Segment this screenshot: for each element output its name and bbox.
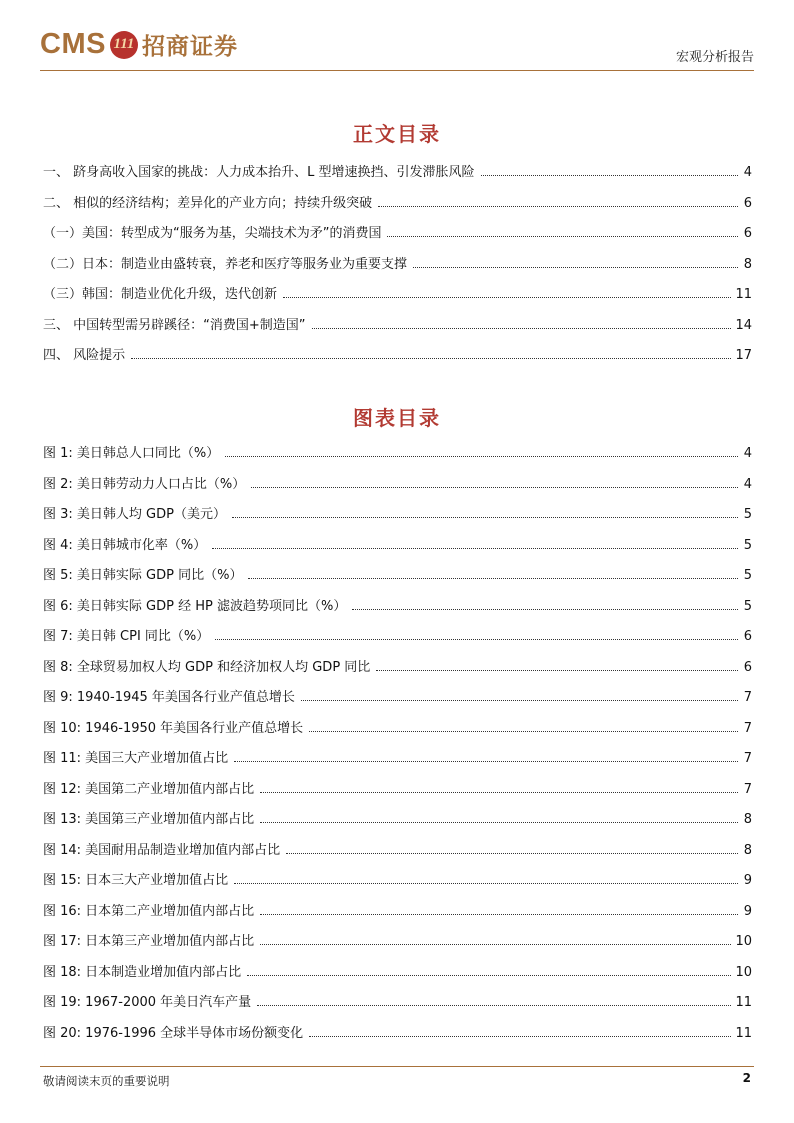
toc-entry-label: 四、 风险提示 xyxy=(43,348,126,363)
toc-entry-page: 6 xyxy=(743,195,752,211)
toc-entry-label: （三）韩国：制造业优化升级，迭代创新 xyxy=(43,287,278,302)
toc-entry-label: 一、 跻身高收入国家的挑战：人力成本抬升、L 型增速换挡、引发滞胀风险 xyxy=(43,165,475,180)
dot-leader xyxy=(260,822,738,823)
toc-entry[interactable] xyxy=(43,624,752,644)
toc-entry-label: 二、 相似的经济结构；差异化的产业方向；持续升级突破 xyxy=(43,195,373,211)
toc-entry-page: 7 xyxy=(743,720,752,736)
toc-entry[interactable] xyxy=(43,533,752,553)
toc-entry-page: 11 xyxy=(735,1025,752,1041)
toc-entry[interactable] xyxy=(43,472,752,492)
toc-entry[interactable] xyxy=(43,838,752,858)
toc-entry-page: 8 xyxy=(743,812,752,827)
toc-entry-page: 5 xyxy=(743,507,752,522)
toc-entry-label: 三、 中国转型需另辟蹊径：“消费国+制造国” xyxy=(43,317,306,333)
dot-leader xyxy=(260,944,731,945)
dot-leader xyxy=(260,914,738,915)
toc-entry-page: 4 xyxy=(743,446,752,461)
toc-entry[interactable] xyxy=(43,1021,752,1041)
dot-leader xyxy=(301,700,738,701)
toc-entry[interactable] xyxy=(43,160,752,180)
toc-entry[interactable] xyxy=(43,221,752,241)
dot-leader xyxy=(352,609,738,610)
dot-leader xyxy=(312,328,732,329)
toc-entry-label: 图 13: 美国第三产业增加值内部占比 xyxy=(43,812,255,827)
toc-entry[interactable] xyxy=(43,563,752,583)
footer-divider xyxy=(40,1066,754,1067)
toc-entry-label: 图 18: 日本制造业增加值内部占比 xyxy=(43,964,242,980)
toc-entry-label: 图 15: 日本三大产业增加值占比 xyxy=(43,873,229,888)
toc-entry-page: 5 xyxy=(743,598,752,614)
page-number: 2 xyxy=(742,1071,751,1085)
dot-leader xyxy=(131,358,731,359)
dot-leader xyxy=(309,731,738,732)
toc-entry[interactable] xyxy=(43,655,752,675)
main-toc-title: 正文目录 xyxy=(353,122,441,146)
toc-entry-page: 8 xyxy=(743,256,752,272)
footer-disclaimer-note: 敬请阅读末页的重要说明 xyxy=(43,1074,170,1088)
toc-entry-label: 图 16: 日本第二产业增加值内部占比 xyxy=(43,903,255,919)
logo-emblem-icon: 111 xyxy=(110,31,138,59)
toc-entry[interactable] xyxy=(43,313,752,333)
toc-entry-page: 7 xyxy=(743,781,752,797)
toc-entry[interactable] xyxy=(43,282,752,302)
toc-entry-label: 图 4: 美日韩城市化率（%） xyxy=(43,537,207,553)
dot-leader xyxy=(234,761,738,762)
toc-entry-label: 图 2: 美日韩劳动力人口占比（%） xyxy=(43,476,246,492)
toc-entry-page: 11 xyxy=(735,995,752,1010)
toc-entry-label: 图 9: 1940-1945 年美国各行业产值总增长 xyxy=(43,690,295,705)
toc-entry-page: 11 xyxy=(735,287,752,302)
toc-entry-page: 10 xyxy=(735,934,752,949)
toc-entry-label: 图 1: 美日韩总人口同比（%） xyxy=(43,446,220,461)
toc-entry-label: 图 19: 1967-2000 年美日汽车产量 xyxy=(43,995,252,1010)
toc-entry-label: （二）日本：制造业由盛转衰，养老和医疗等服务业为重要支撑 xyxy=(43,256,408,272)
dot-leader xyxy=(260,792,738,793)
toc-entry-page: 5 xyxy=(743,537,752,553)
toc-entry-page: 8 xyxy=(743,842,752,858)
toc-entry[interactable] xyxy=(43,594,752,614)
toc-entry-label: 图 14: 美国耐用品制造业增加值内部占比 xyxy=(43,842,281,858)
page-header xyxy=(40,22,754,70)
toc-entry-page: 7 xyxy=(743,690,752,705)
toc-entry-page: 6 xyxy=(743,659,752,675)
dot-leader xyxy=(481,175,738,176)
dot-leader xyxy=(387,236,738,237)
dot-leader xyxy=(378,206,738,207)
toc-entry-label: 图 11: 美国三大产业增加值占比 xyxy=(43,751,229,766)
toc-entry-label: 图 3: 美日韩人均 GDP（美元） xyxy=(43,507,226,522)
toc-entry[interactable] xyxy=(43,441,752,461)
dot-leader xyxy=(247,975,731,976)
report-type-label: 宏观分析报告 xyxy=(675,50,754,65)
toc-entry[interactable] xyxy=(43,990,752,1010)
toc-entry[interactable] xyxy=(43,746,752,766)
toc-entry-label: 图 8: 全球贸易加权人均 GDP 和经济加权人均 GDP 同比 xyxy=(43,659,371,675)
dot-leader xyxy=(212,548,738,549)
header-divider xyxy=(40,70,754,71)
toc-entry-label: 图 6: 美日韩实际 GDP 经 HP 滤波趋势项同比（%） xyxy=(43,598,347,614)
dot-leader xyxy=(248,578,738,579)
toc-entry-page: 7 xyxy=(743,751,752,766)
cms-logo xyxy=(40,28,238,61)
toc-entry-label: 图 5: 美日韩实际 GDP 同比（%） xyxy=(43,568,243,583)
logo-latin-text: CMS xyxy=(40,28,106,60)
toc-entry-label: 图 17: 日本第三产业增加值内部占比 xyxy=(43,934,255,949)
toc-entry-page: 17 xyxy=(735,348,752,363)
dot-leader xyxy=(257,1005,731,1006)
toc-entry[interactable] xyxy=(43,502,752,522)
logo-chinese-text: 招商证券 xyxy=(141,33,238,60)
toc-entry[interactable] xyxy=(43,868,752,888)
dot-leader xyxy=(225,456,738,457)
dot-leader xyxy=(283,297,731,298)
toc-entry-page: 5 xyxy=(743,568,752,583)
toc-entry[interactable] xyxy=(43,252,752,272)
figure-toc-title: 图表目录 xyxy=(353,406,441,430)
dot-leader xyxy=(413,267,738,268)
toc-entry[interactable] xyxy=(43,191,752,211)
toc-entry-page: 9 xyxy=(743,873,752,888)
toc-entry-label: 图 20: 1976-1996 全球半导体市场份额变化 xyxy=(43,1025,304,1041)
toc-entry[interactable] xyxy=(43,807,752,827)
toc-entry[interactable] xyxy=(43,343,752,363)
toc-entry-page: 10 xyxy=(735,964,752,980)
toc-entry-page: 6 xyxy=(743,629,752,644)
toc-entry-page: 6 xyxy=(743,226,752,241)
toc-entry-page: 14 xyxy=(735,317,752,333)
dot-leader xyxy=(251,487,738,488)
toc-entry-label: 图 12: 美国第二产业增加值内部占比 xyxy=(43,781,255,797)
toc-entry[interactable] xyxy=(43,960,752,980)
dot-leader xyxy=(309,1036,731,1037)
toc-entry-label: 图 10: 1946-1950 年美国各行业产值总增长 xyxy=(43,720,304,736)
toc-entry-label: 图 7: 美日韩 CPI 同比（%） xyxy=(43,629,210,644)
dot-leader xyxy=(215,639,738,640)
toc-entry[interactable] xyxy=(43,685,752,705)
toc-entry[interactable] xyxy=(43,777,752,797)
toc-entry[interactable] xyxy=(43,929,752,949)
toc-entry[interactable] xyxy=(43,899,752,919)
dot-leader xyxy=(376,670,738,671)
dot-leader xyxy=(286,853,738,854)
dot-leader xyxy=(232,517,738,518)
toc-entry-page: 9 xyxy=(743,903,752,919)
toc-entry-page: 4 xyxy=(743,165,752,180)
toc-entry-label: （一）美国：转型成为“服务为基，尖端技术为矛”的消费国 xyxy=(43,226,382,241)
toc-entry-page: 4 xyxy=(743,476,752,492)
toc-entry[interactable] xyxy=(43,716,752,736)
dot-leader xyxy=(234,883,738,884)
